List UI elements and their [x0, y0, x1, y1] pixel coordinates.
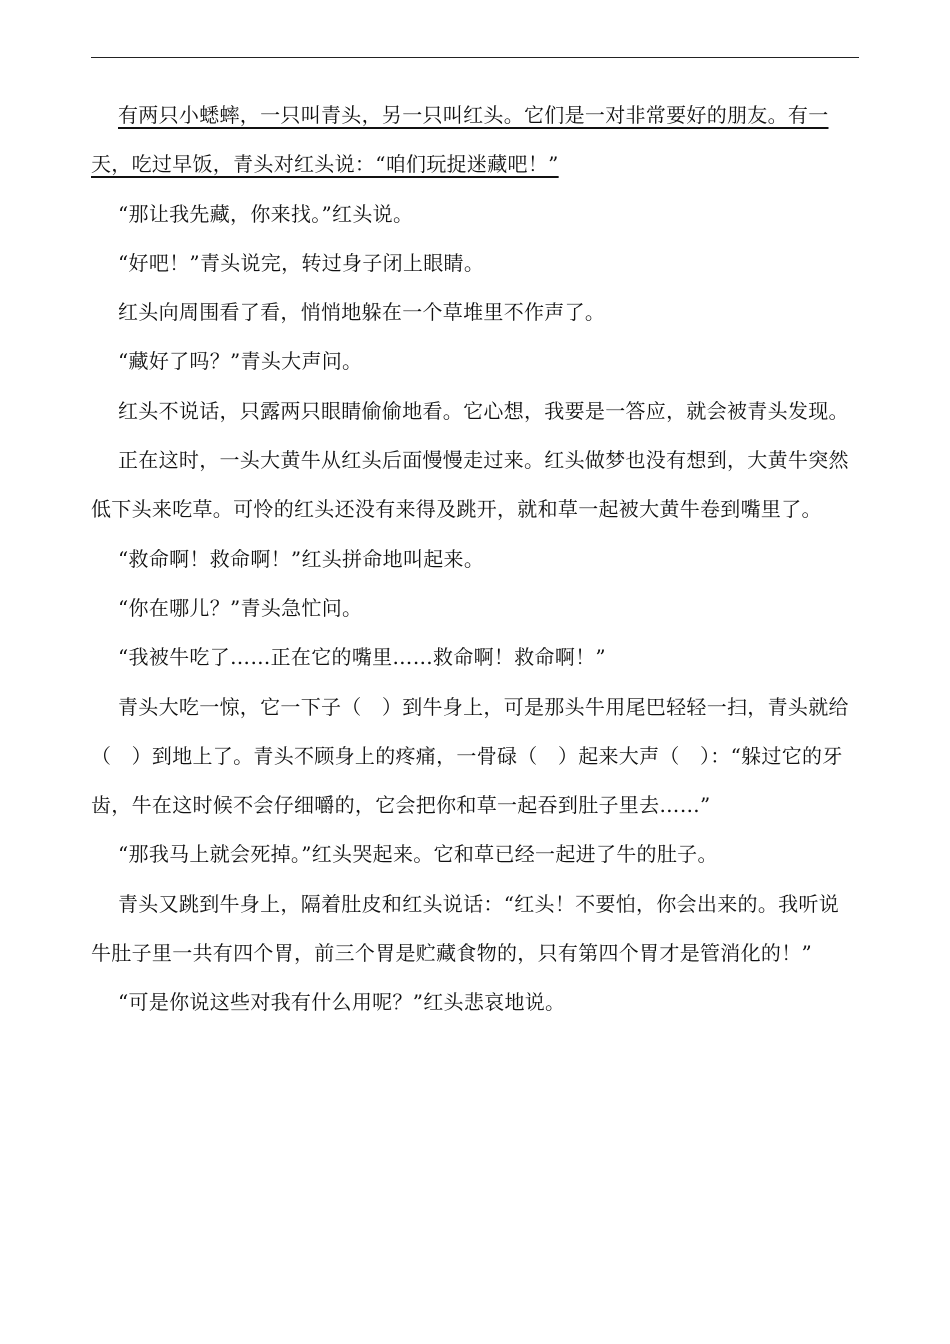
paragraph-11-fill-blanks: 青头大吃一惊，它一下子（ ）到牛身上，可是那头牛用尾巴轻轻一扫，青头就给（ ）到地上了。青头不顾身上的疼痛，一骨碌（ ）起来大声（ ）：“躲过它的牙齿，牛在这时候不会仔细嚼的，它会把你和草一起吞到肚子里去……” [91, 694, 849, 818]
paragraph-4: 红头向周围看了看，悄悄地躲在一个草堆里不作声了。 [118, 300, 606, 325]
paragraph-7: 正在这时，一头大黄牛从红头后面慢慢走过来。红头做梦也没有想到，大黄牛突然低下头来吃草。可怜的红头还没有来得及跳开，就和草一起被大黄牛卷到嘴里了。 [91, 448, 849, 522]
header-rule [91, 57, 859, 58]
paragraph-12: “那我马上就会死掉。”红头哭起来。它和草已经一起进了牛的肚子。 [118, 842, 718, 867]
paragraph-1-underlined: 有两只小蟋蟀，一只叫青头，另一只叫红头。它们是一对非常要好的朋友。有一天，吃过早饭，青头对红头说：“咱们玩捉迷藏吧！” [91, 103, 829, 177]
paragraph-3: “好吧！”青头说完，转过身子闭上眼睛。 [118, 250, 485, 275]
paragraph-6: 红头不说话，只露两只眼睛偷偷地看。它心想，我要是一答应，就会被青头发现。 [118, 398, 849, 423]
paragraph-13: 青头又跳到牛身上，隔着肚皮和红头说话：“红头！不要怕，你会出来的。我听说牛肚子里一共有四个胃，前三个胃是贮藏食物的，只有第四个胃才是管消化的！” [91, 891, 840, 966]
paragraph-10: “我被牛吃了……正在它的嘴里……救命啊！救命啊！” [118, 645, 606, 670]
paragraph-9: “你在哪儿？”青头急忙问。 [118, 595, 363, 620]
paragraph-14: “可是你说这些对我有什么用呢？”红头悲哀地说。 [118, 990, 566, 1015]
paragraph-5: “藏好了吗？”青头大声问。 [118, 349, 363, 374]
story-text [91, 91, 859, 1028]
paragraph-2: “那让我先藏，你来找。”红头说。 [118, 201, 414, 226]
paragraph-8: “救命啊！救命啊！”红头拼命地叫起来。 [118, 546, 485, 571]
